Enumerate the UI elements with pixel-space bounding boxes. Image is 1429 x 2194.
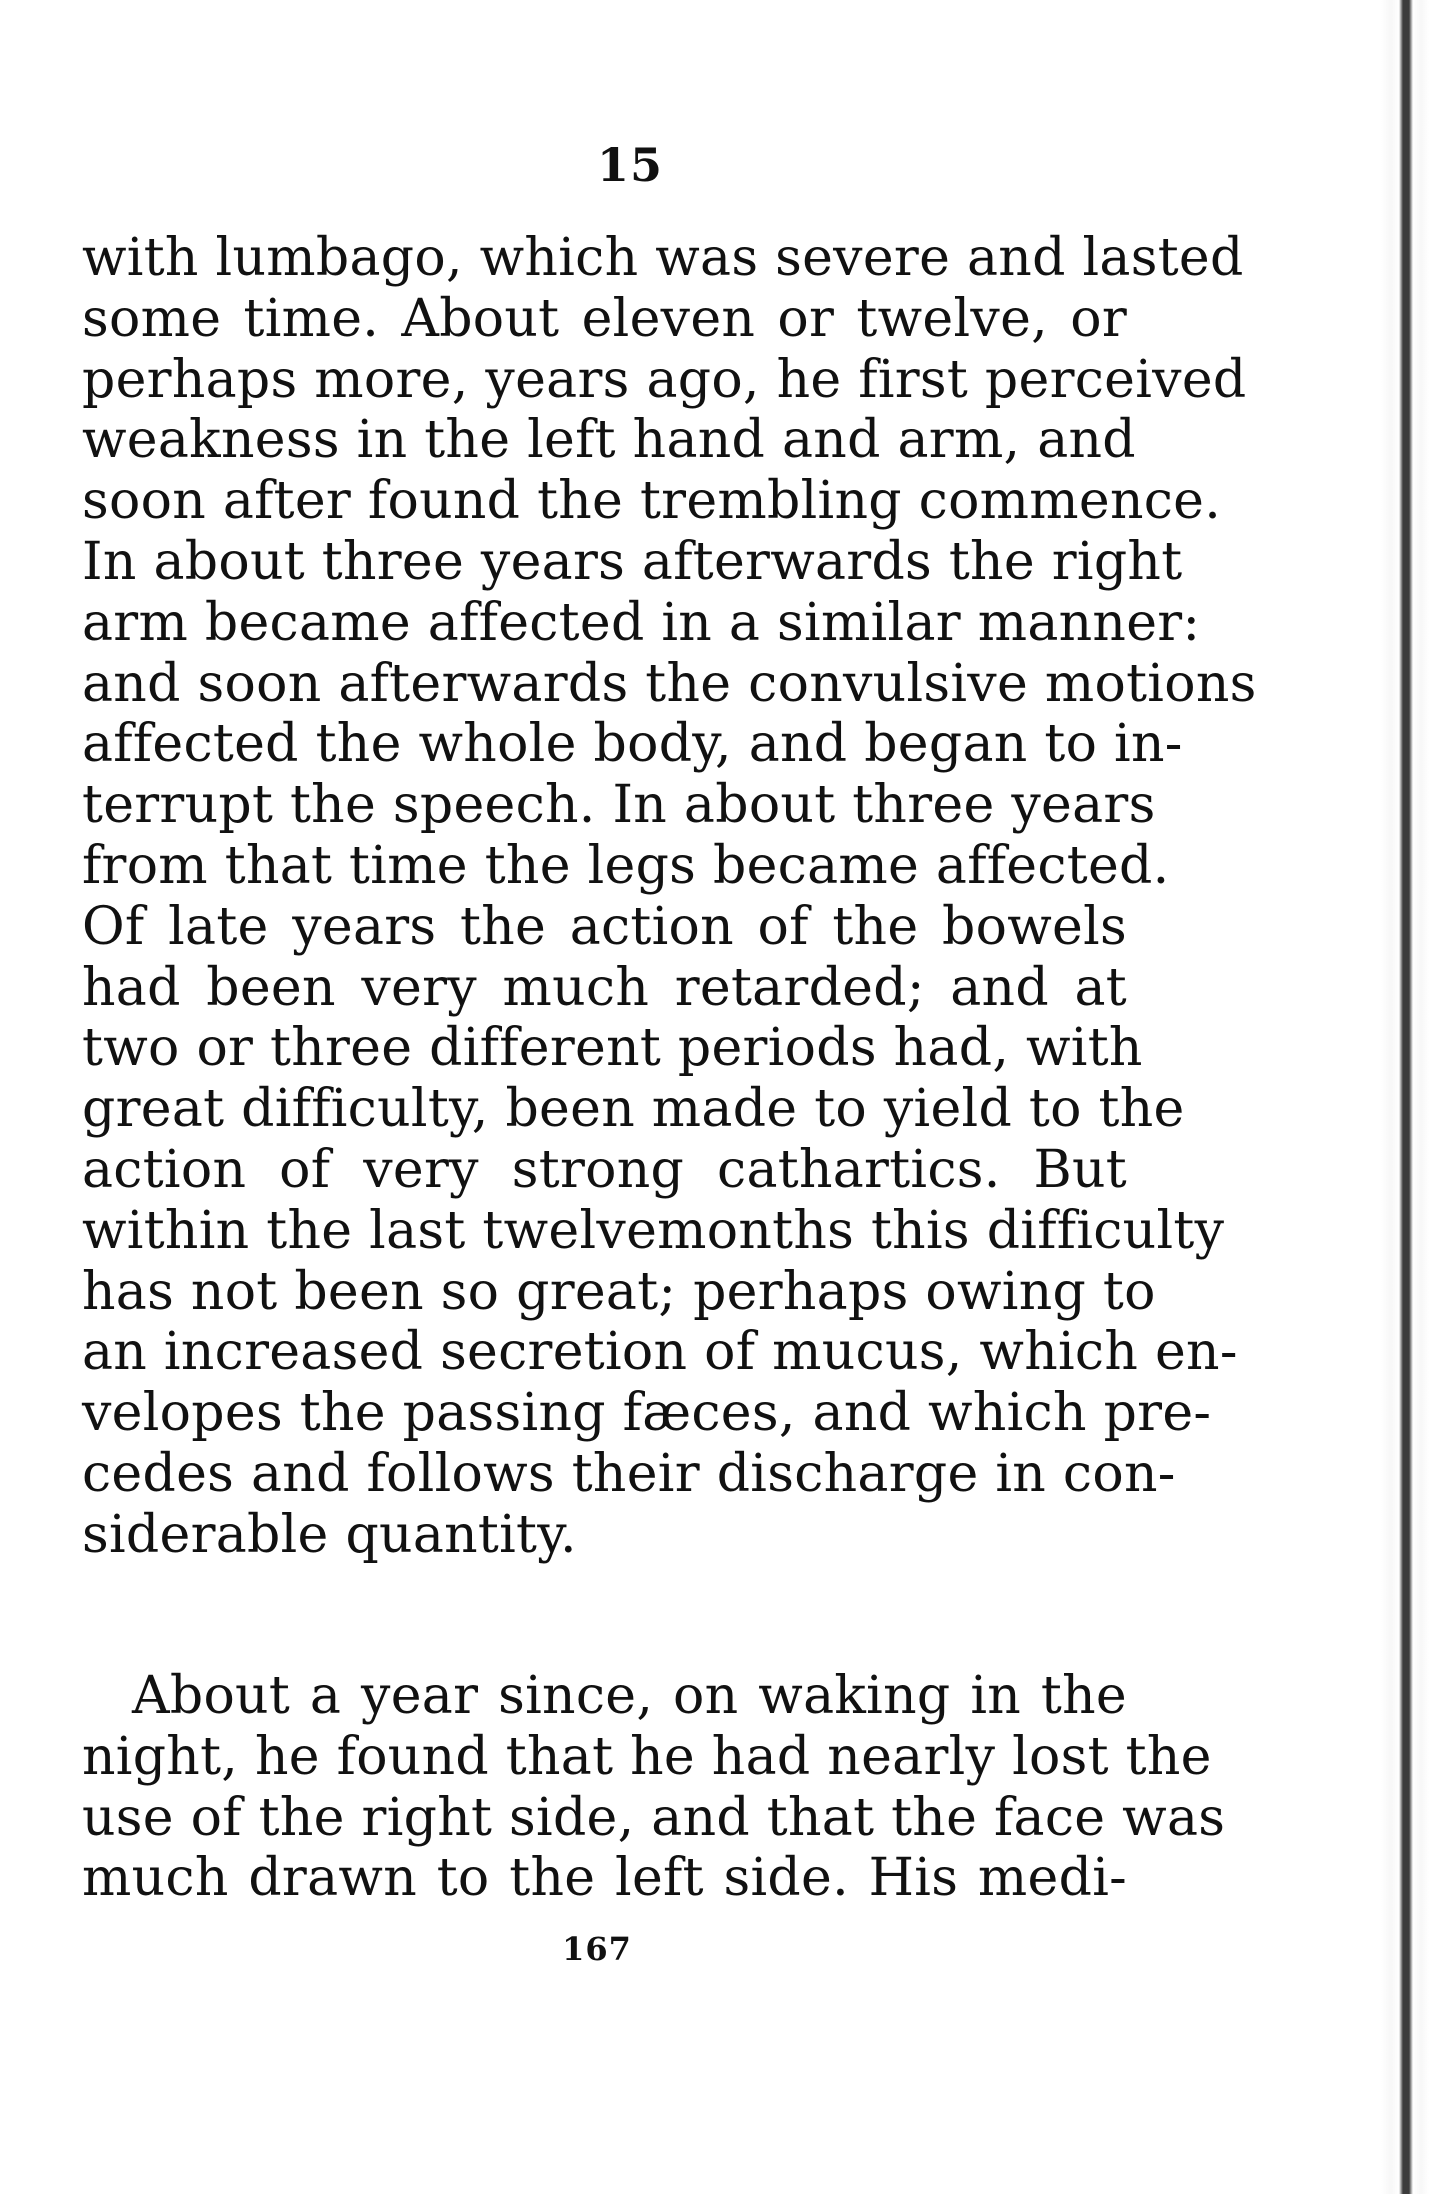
text-line: arm became affected in a similar manner:: [82, 592, 1201, 653]
text-line: from that time the legs became affected.: [82, 835, 1170, 896]
text-line: and soon afterwards the convulsive motions: [82, 653, 1257, 714]
text-line: About a year since, on waking in the: [132, 1666, 1127, 1726]
paragraph-1: [82, 228, 1257, 1566]
text-line: some time. About eleven or twelve, or: [82, 288, 1127, 349]
text-line: two or three different periods had, with: [82, 1018, 1143, 1079]
text-line: cedes and follows their discharge in con-: [82, 1443, 1176, 1504]
text-line: has not been so great; perhaps owing to: [82, 1261, 1156, 1322]
text-line: perhaps more, years ago, he first perceived: [82, 349, 1247, 410]
text-line: use of the right side, and that the face was: [82, 1787, 1226, 1848]
text-line: action of very strong cathartics. But: [82, 1139, 1127, 1200]
text-line: night, he found that he had nearly lost the: [82, 1726, 1212, 1787]
text-line: In about three years afterwards the right: [82, 531, 1183, 592]
text-line: soon after found the trembling commence.: [82, 471, 1222, 532]
text-line: within the last twelvemonths this difficulty: [82, 1200, 1225, 1261]
text-line: affected the whole body, and began to in-: [82, 714, 1183, 775]
text-line: Of late years the action of the bowels: [82, 896, 1127, 957]
text-line: with lumbago, which was severe and lasted: [82, 228, 1244, 288]
text-line: terrupt the speech. In about three years: [82, 775, 1156, 836]
text-line: much drawn to the left side. His medi-: [82, 1848, 1127, 1909]
text-line: an increased secretion of mucus, which en-: [82, 1322, 1238, 1383]
text-line: weakness in the left hand and arm, and: [82, 410, 1136, 471]
text-line: great difficulty, been made to yield to the: [82, 1079, 1185, 1140]
footer-page-number: 167: [562, 1930, 632, 1968]
text-line: had been very much retarded; and at: [82, 957, 1127, 1018]
text-line: siderable quantity.: [82, 1504, 577, 1565]
paragraph-2: [82, 1666, 1226, 1909]
header-page-number: 15: [596, 138, 663, 192]
binding-gutter: [1381, 0, 1429, 2194]
text-line: velopes the passing fæces, and which pre-: [82, 1383, 1212, 1444]
